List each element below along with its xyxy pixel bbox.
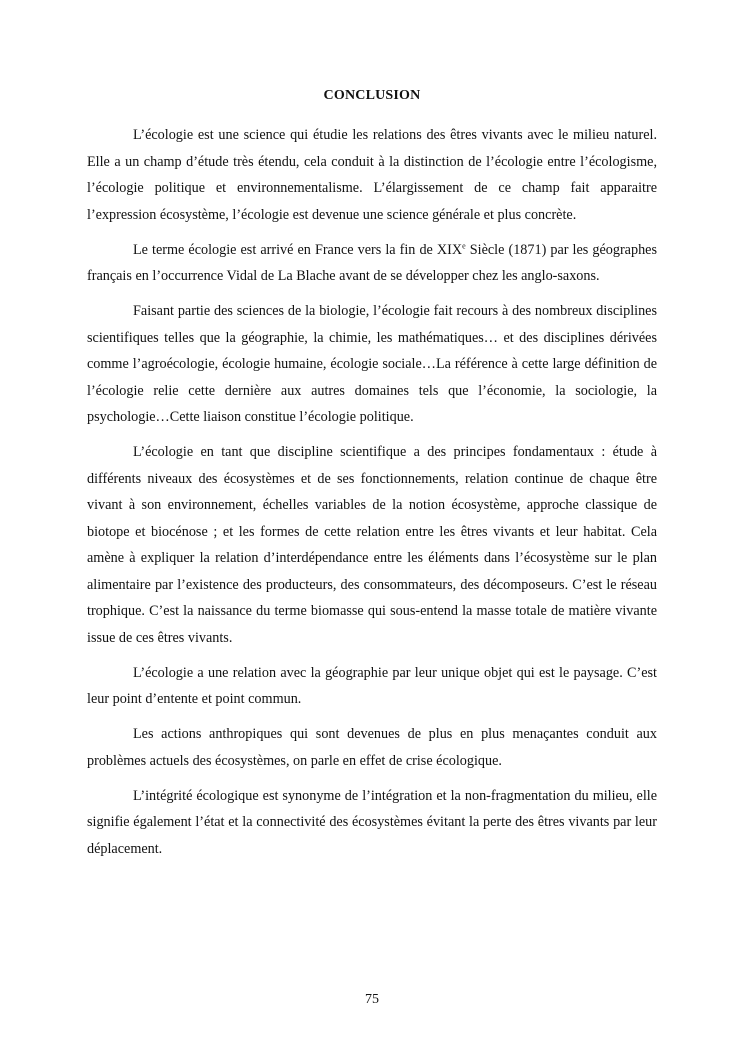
paragraph-3: Faisant partie des sciences de la biologie, l’écologie fait recours à des nombreux disciplines scientifiques telles que la géographie, la chimie, les mathématiques… et des disciplines dérivées comme l’agroécologie, écologie humaine, écologie sociale…La référence à cette large définition de l’écologie relie cette dernière aux autres domaines tels que l’économie, la sociologie, la psychologie…Cette liaison constitue l’écologie politique. [87, 303, 657, 425]
paragraph-4: L’écologie en tant que discipline scientifique a des principes fondamentaux : étude à différents niveaux des écosystèmes et de ses fonctionnements, relation continue de chaque être vivant à son environnement, échelles variables de la notion écosystème, approche classique de biotope et biocénose ; et les formes de cette relation entre les êtres vivants et leur habitat. Cela amène à expliquer la relation d’interdépendance entre les éléments dans l’écosystème sur le plan alimentaire par l’existence des producteurs, des consommateurs, des décomposeurs. C’est le réseau trophique. C’est la naissance du terme biomasse qui sous-entend la masse totale de matière vivante issue de ces êtres vivants. [87, 444, 657, 646]
paragraph-2-end: Siècle (1871) par les géographes français en l’occurrence Vidal de La Blache avant de se développer chez les anglo-saxons. [87, 241, 657, 284]
page-title: CONCLUSION [323, 88, 421, 103]
paragraph-2 [87, 237, 657, 290]
body-text [87, 122, 657, 862]
century-superscript: e [462, 240, 466, 250]
paragraph-6: Les actions anthropiques qui sont devenues de plus en plus menaçantes conduit aux problèmes actuels des écosystèmes, on parle en effet de crise écologique. [87, 726, 657, 769]
paragraph-2-start: Le terme écologie est arrivé en France vers la fin de XIX [133, 241, 463, 258]
page-number: 75 [365, 992, 379, 1007]
paragraph-7: L’intégrité écologique est synonyme de l’intégration et la non-fragmentation du milieu, elle signifie également l’état et la connectivité des écosystèmes évitant la perte des êtres vivants par leur déplacement. [87, 787, 657, 857]
paragraph-5: L’écologie a une relation avec la géographie par leur unique objet qui est le paysage. C’est leur point d’entente et point commun. [87, 664, 657, 707]
paragraph-1: L’écologie est une science qui étudie les relations des êtres vivants avec le milieu naturel. Elle a un champ d’étude très étendu, cela conduit à la distinction de l’écologie entre l’écologisme, l’écologie politique et environnementalisme. L’élargissement de ce champ fait apparaitre l’expression écosystème, l’écologie est devenue une science générale et plus concrète. [87, 127, 657, 223]
